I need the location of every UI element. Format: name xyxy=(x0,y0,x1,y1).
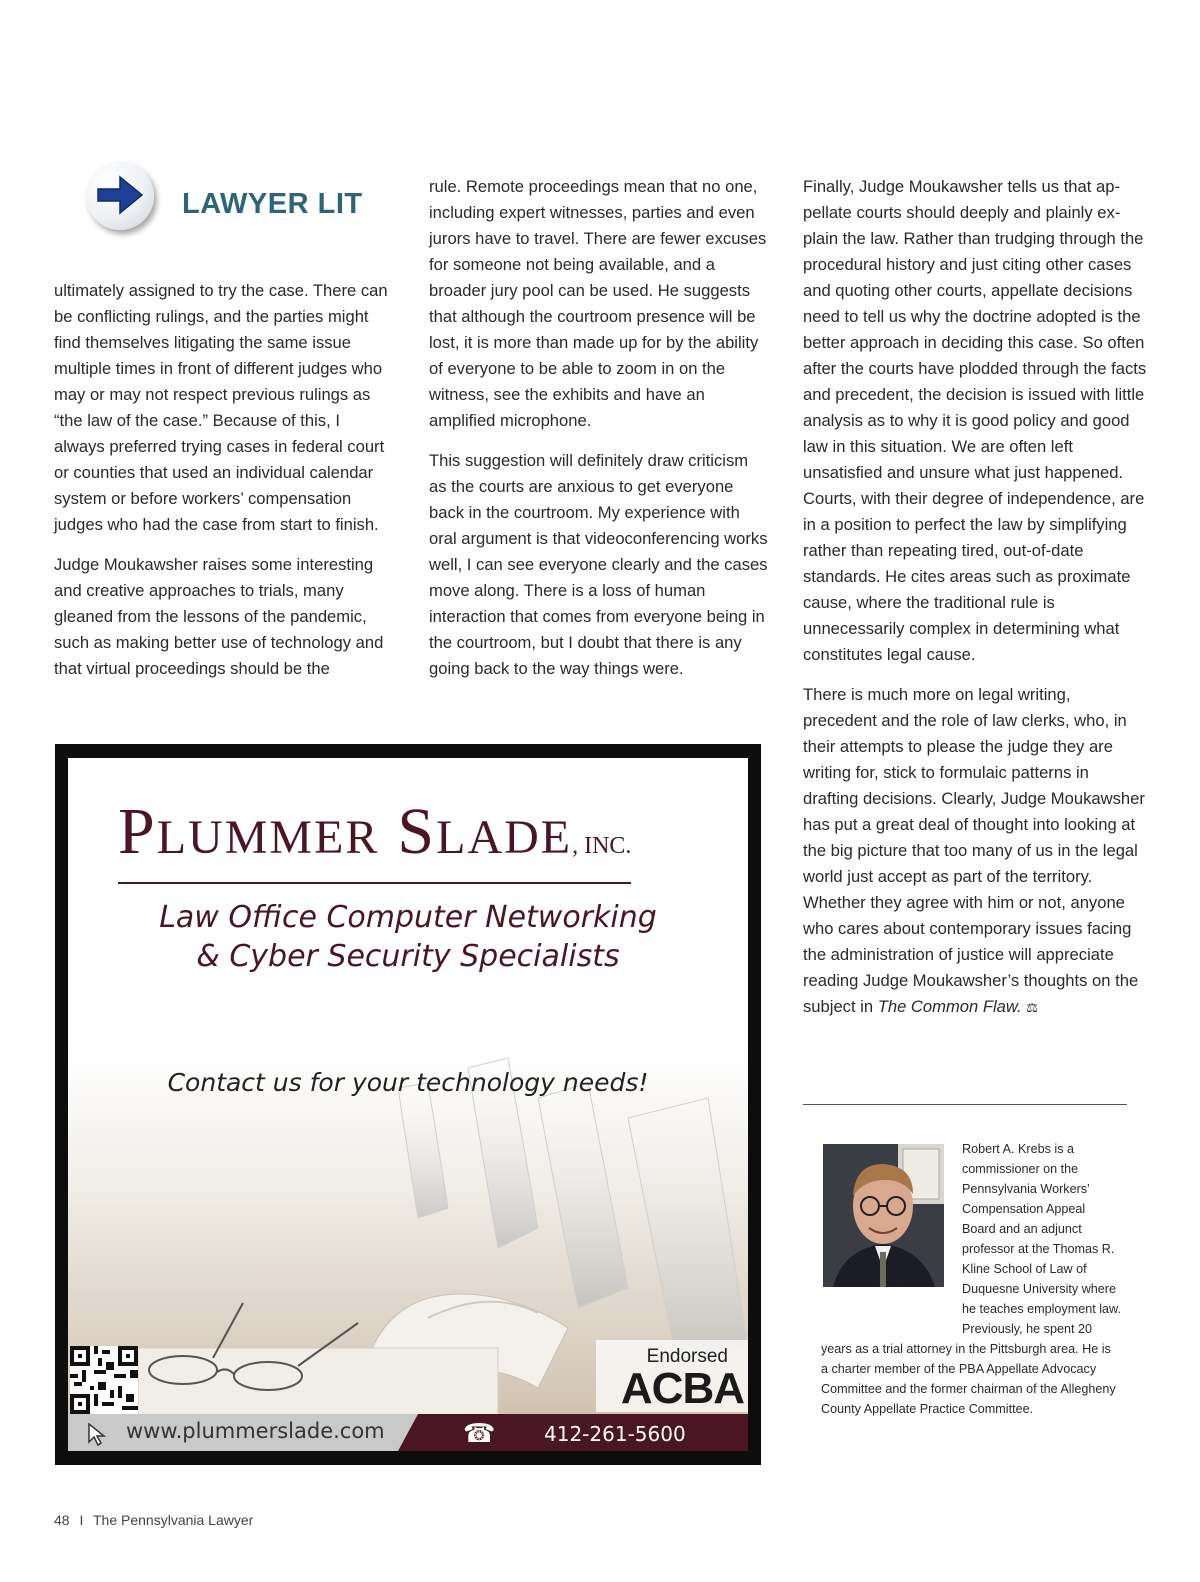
website-link[interactable]: www.plummerslade.com xyxy=(126,1419,385,1443)
scales-of-justice-icon: ⚖ xyxy=(1026,1000,1038,1015)
phone-number[interactable]: 412-261-5600 xyxy=(544,1422,686,1446)
publication-name: The Pennsylvania Lawyer xyxy=(93,1512,254,1528)
paragraph: Finally, Judge Moukawsher tells us that appellate courts should deeply and plainly explain the law. Rather than trudging through the procedural history and just citing other cases and quoting other courts, appellate decisions need to tell us why the doctrine adopted is the better approach in deciding this case. So often after the courts have plodded through the facts and precedent, the decision is issued with little analysis as to why it is good policy and good law in this situation. We are often left unsatisfied and unsure what just happened. Courts, with their degree of independence, are in a position to perfect the law by simplifying rather than repeating tired, out-of-date standards. He cites areas such as proximate cause, where the traditional rule is unnecessarily complex in determining what constitutes legal cause. xyxy=(803,177,1147,664)
telephone-icon: ☎ xyxy=(463,1418,496,1448)
ad-contact-bar xyxy=(68,1414,748,1451)
author-bio xyxy=(821,1139,1121,1419)
paragraph: rule. Remote proceedings mean that no one, including expert witnesses, parties and even jurors have to travel. There are fewer excuses for someone not being available, and a broader jury pool can be used. He suggests that although the courtroom presence will be lost, it is more than made up for by the ability of everyone to be able to zoom in on the witness, see the exhibits and have an amplified microphone. xyxy=(429,177,767,430)
section-title: LAWYER LIT xyxy=(182,188,363,220)
paragraph: ultimately assigned to try the case. There can be conflicting rulings, and the parties might find themselves litigating the same issue multiple times in front of different judges who may or may not respect previous rulings as “the law of the case.” Because of this, I always preferred trying cases in federal court or counties that used an individual calendar system or before workers’ compensation judges who had the case from start to finish. xyxy=(54,281,388,534)
acba-logo: ACBA xyxy=(620,1364,744,1413)
article-column-2 xyxy=(429,174,769,696)
section-header xyxy=(82,160,402,240)
arrow-right-icon xyxy=(94,172,146,218)
closing-paragraph xyxy=(803,682,1148,1021)
cursor-icon xyxy=(86,1422,108,1446)
article-column-1 xyxy=(54,278,394,696)
advertisement[interactable] xyxy=(55,744,761,1465)
footer-separator: I xyxy=(79,1512,84,1528)
ad-tagline xyxy=(68,898,748,976)
arrow-badge xyxy=(86,162,154,230)
bio-text: Robert A. Krebs is a commissioner on the Pennsylvania Workers’ Compensation Appeal Board and an adjunct professor at the Thomas R. Kline School of Law of Duquesne University where he teaches employment law. Previously, he spent 20 years as a trial attorney in the Pittsburgh area. He is a charter member of the PBA Appellate Advocacy Committee and the former chairman of the Allegheny County Appellate Practice Committee. xyxy=(821,1142,1121,1416)
bio-divider xyxy=(803,1104,1127,1105)
book-title: The Common Flaw. xyxy=(877,997,1022,1016)
tagline-line-2: & Cyber Security Specialists xyxy=(196,939,620,974)
acba-endorsement xyxy=(596,1340,748,1412)
page-footer xyxy=(54,1512,253,1528)
page-number: 48 xyxy=(54,1512,70,1528)
article-column-3 xyxy=(803,174,1148,1035)
endorsed-label: Endorsed xyxy=(646,1346,728,1367)
paragraph: This suggestion will definitely draw criticism as the courts are anxious to get everyone back in the courtroom. My experience with oral argument is that videoconferencing works well, I can see everyone clearly and the cases move along. There is a loss of human interaction that comes from everyone being in the courtroom, but I doubt that there is any going back to the way things were. xyxy=(429,451,768,678)
ad-panel xyxy=(68,758,748,1451)
paragraph: Judge Moukawsher raises some interesting and creative approaches to trials, many gleaned from the lessons of the pandemic, such as making better use of technology and that virtual proceedings should be the xyxy=(54,555,384,678)
qr-code-icon[interactable] xyxy=(70,1346,138,1414)
tagline-line-1: Law Office Computer Networking xyxy=(159,900,657,935)
brand-logo: PLUMMER SLADE, INC. xyxy=(118,800,631,884)
closing-text: There is much more on legal writing, precedent and the role of law clerks, who, in their attempts to please the judge they are writing for, stick to formulaic patterns in drafting decisions. Clearly, Judge Moukawsher has put a great deal of thought into looking at the big picture that too many of us in the legal world just accept as part of the territory. Whether they agree with him or not, anyone who cares about contemporary issues facing the administration of justice will appreciate reading Judge Moukawsher’s thoughts on the subject in xyxy=(803,685,1145,1016)
ad-contact-line: Contact us for your technology needs! xyxy=(167,1068,649,1097)
